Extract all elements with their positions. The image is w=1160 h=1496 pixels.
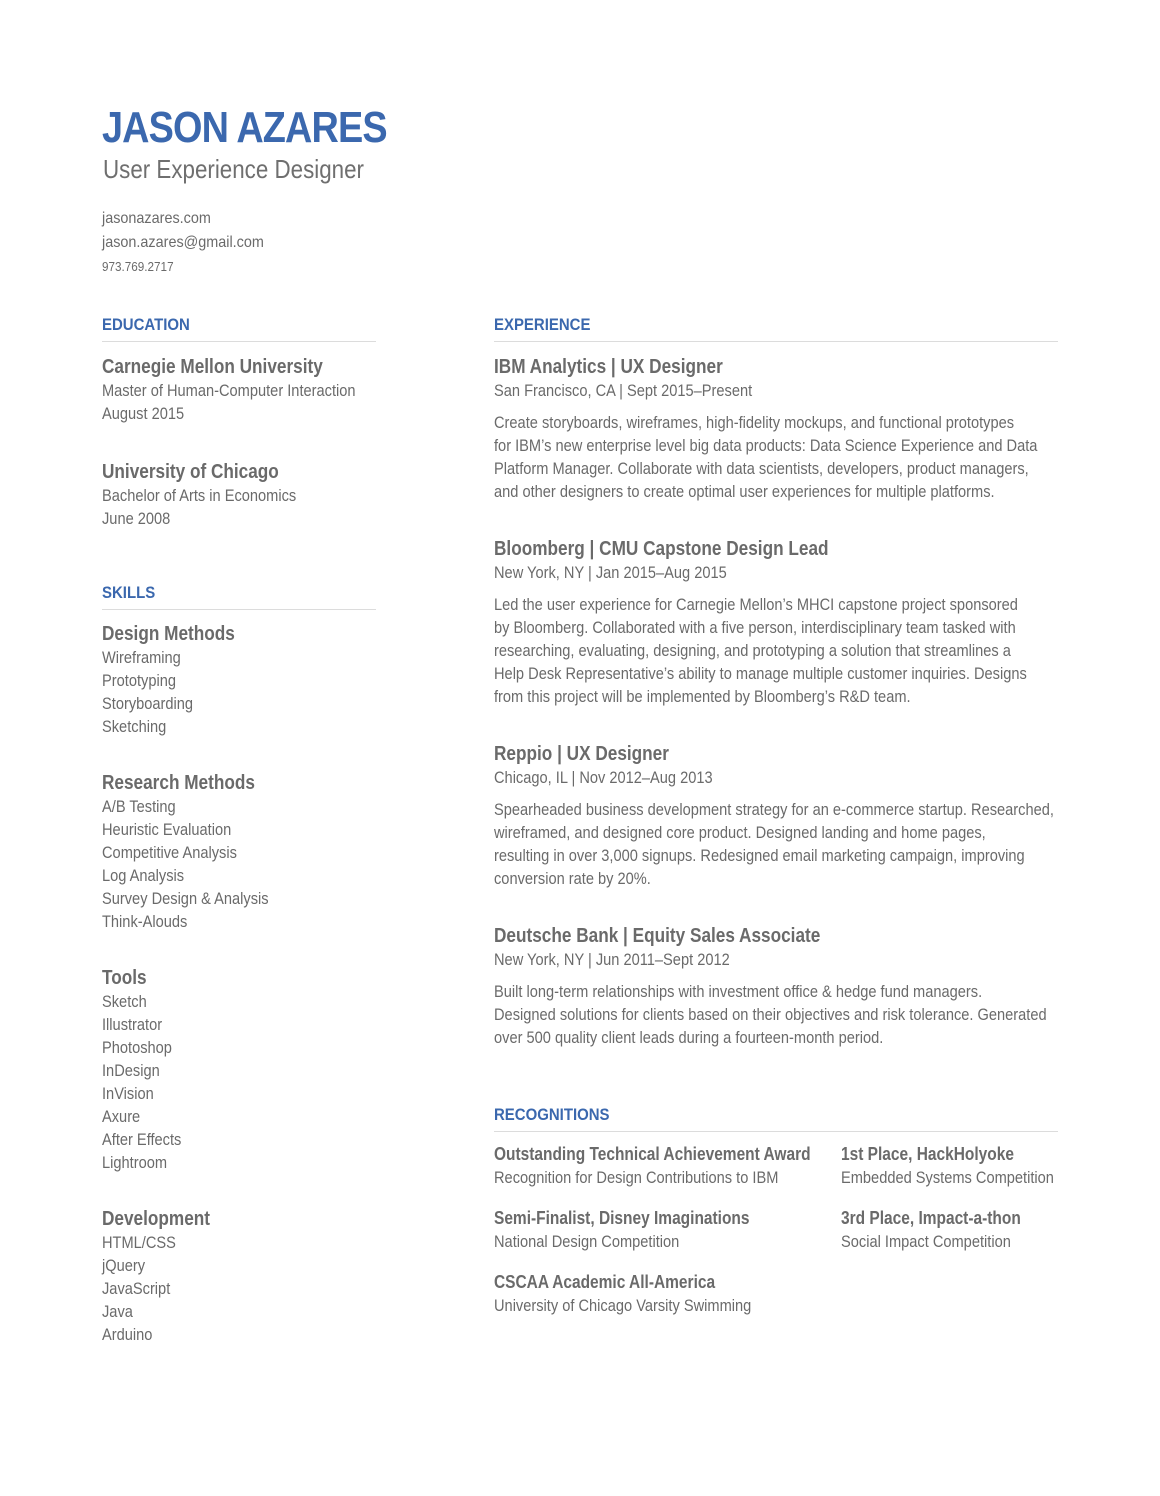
skill-item: Log Analysis <box>102 866 185 885</box>
phone-number: 973.769.2717 <box>102 259 174 274</box>
job-description <box>494 411 1058 503</box>
education-item <box>102 355 376 425</box>
skill-item: Wireframing <box>102 648 181 667</box>
description-line: over 500 quality client leads during a fourteen-month period. <box>494 1028 884 1047</box>
recognition-item <box>494 1270 793 1317</box>
website-link[interactable]: jasonazares.com <box>102 210 211 227</box>
skill-item: InDesign <box>102 1061 160 1080</box>
graduation-date: August 2015 <box>102 404 185 423</box>
recognition-subtitle: University of Chicago Varsity Swimming <box>494 1296 752 1315</box>
skill-item: InVision <box>102 1084 154 1103</box>
recognition-title: Outstanding Technical Achievement Award <box>494 1144 811 1164</box>
recognition-title: Semi-Finalist, Disney Imaginations <box>494 1208 750 1228</box>
job-entry <box>494 355 1058 503</box>
recognitions-section <box>494 1104 1058 1342</box>
section-divider <box>494 1131 1058 1132</box>
job-meta: New York, NY | Jun 2011–Sept 2012 <box>494 950 730 969</box>
recognition-subtitle: Social Impact Competition <box>841 1232 1011 1251</box>
recognition-subtitle: Recognition for Design Contributions to IBM <box>494 1168 779 1187</box>
skills-section <box>102 582 376 1346</box>
description-line: resulting in over 3,000 signups. Redesigned email marketing campaign, improving <box>494 846 1025 865</box>
section-title-skills: SKILLS <box>102 583 156 602</box>
recognition-item <box>841 1142 1089 1189</box>
recognition-subtitle: National Design Competition <box>494 1232 680 1251</box>
skill-item: JavaScript <box>102 1279 171 1298</box>
job-entry <box>494 924 1058 1049</box>
job-meta: New York, NY | Jan 2015–Aug 2015 <box>494 563 727 582</box>
skill-item: Photoshop <box>102 1038 172 1057</box>
description-line: for IBM’s new enterprise level big data products: Data Science Experience and Data <box>494 436 1038 455</box>
section-title-education: EDUCATION <box>102 315 190 334</box>
skill-item: Java <box>102 1302 133 1321</box>
recognition-item <box>494 1142 862 1189</box>
job-meta: Chicago, IL | Nov 2012–Aug 2013 <box>494 768 713 787</box>
skill-item: A/B Testing <box>102 797 176 816</box>
description-line: and other designers to create optimal user experiences for multiple platforms. <box>494 482 995 501</box>
recognition-item <box>494 1206 791 1253</box>
skill-group-development <box>102 1207 376 1346</box>
section-title-recognitions: RECOGNITIONS <box>494 1105 610 1124</box>
job-meta: San Francisco, CA | Sept 2015–Present <box>494 381 753 400</box>
skill-group-tools <box>102 966 376 1174</box>
skill-item: Competitive Analysis <box>102 843 237 862</box>
description-line: Platform Manager. Collaborate with data scientists, developers, product managers, <box>494 459 1029 478</box>
section-title-experience: EXPERIENCE <box>494 315 591 334</box>
description-line: researching, evaluating, designing, and prototyping a solution that streamlines a <box>494 641 1011 660</box>
skill-item: Illustrator <box>102 1015 163 1034</box>
job-description <box>494 798 1058 890</box>
education-item <box>102 460 376 530</box>
skill-item: Think-Alouds <box>102 912 188 931</box>
description-line: Led the user experience for Carnegie Mellon’s MHCI capstone project sponsored <box>494 595 1018 614</box>
education-section <box>102 314 376 530</box>
description-line: Help Desk Representative’s ability to manage multiple customer inquiries. Designs <box>494 664 1027 683</box>
skill-item: Survey Design & Analysis <box>102 889 269 908</box>
job-entry <box>494 742 1058 890</box>
recognition-title: 1st Place, HackHolyoke <box>841 1144 1014 1164</box>
recognition-title: CSCAA Academic All-America <box>494 1272 716 1292</box>
recognition-subtitle: Embedded Systems Competition <box>841 1168 1054 1187</box>
skill-group-title: Design Methods <box>102 623 235 645</box>
skill-item: Sketching <box>102 717 167 736</box>
section-divider <box>494 341 1058 342</box>
skill-item: jQuery <box>102 1256 146 1275</box>
degree: Master of Human-Computer Interaction <box>102 381 356 400</box>
experience-section <box>494 314 1058 1049</box>
skill-item: After Effects <box>102 1130 182 1149</box>
job-heading: IBM Analytics | UX Designer <box>494 356 723 378</box>
description-line: Create storyboards, wireframes, high-fidelity mockups, and functional prototypes <box>494 413 1015 432</box>
recognition-title: 3rd Place, Impact-a-thon <box>841 1208 1021 1228</box>
skill-item: Axure <box>102 1107 141 1126</box>
description-line: Built long-term relationships with investment office & hedge fund managers. <box>494 982 983 1001</box>
contact-block <box>102 207 282 279</box>
skill-item: HTML/CSS <box>102 1233 176 1252</box>
description-line: by Bloomberg. Collaborated with a five person, interdisciplinary team tasked with <box>494 618 1016 637</box>
job-description <box>494 593 1058 708</box>
skill-item: Sketch <box>102 992 147 1011</box>
description-line: from this project will be implemented by Bloomberg’s R&D team. <box>494 687 911 706</box>
skill-group-design-methods <box>102 622 376 738</box>
description-line: Designed solutions for clients based on their objectives and risk tolerance. Generated <box>494 1005 1047 1024</box>
job-heading: Reppio | UX Designer <box>494 743 669 765</box>
graduation-date: June 2008 <box>102 509 171 528</box>
description-line: conversion rate by 20%. <box>494 869 651 888</box>
skill-item: Arduino <box>102 1325 153 1344</box>
skill-group-title: Tools <box>102 967 147 989</box>
job-entry <box>494 537 1058 708</box>
description-line: wireframed, and designed core product. Designed landing and home pages, <box>494 823 986 842</box>
skill-group-research-methods <box>102 771 376 933</box>
job-heading: Deutsche Bank | Equity Sales Associate <box>494 925 821 947</box>
skill-item: Prototyping <box>102 671 176 690</box>
skill-group-title: Development <box>102 1208 211 1230</box>
email-link[interactable]: jason.azares@gmail.com <box>102 234 264 251</box>
school-name: University of Chicago <box>102 461 279 483</box>
job-heading: Bloomberg | CMU Capstone Design Lead <box>494 538 829 560</box>
candidate-name: JASON AZARES <box>102 103 387 152</box>
skill-group-title: Research Methods <box>102 772 255 794</box>
description-line: Spearheaded business development strategy for an e-commerce startup. Researched, <box>494 800 1054 819</box>
skill-item: Heuristic Evaluation <box>102 820 232 839</box>
section-divider <box>102 609 376 610</box>
skill-item: Storyboarding <box>102 694 194 713</box>
skill-item: Lightroom <box>102 1153 168 1172</box>
school-name: Carnegie Mellon University <box>102 356 323 378</box>
degree: Bachelor of Arts in Economics <box>102 486 297 505</box>
job-description <box>494 980 1058 1049</box>
recognition-item <box>841 1206 1050 1253</box>
section-divider <box>102 341 376 342</box>
recognitions-grid <box>494 1142 1058 1342</box>
candidate-title: User Experience Designer <box>103 154 364 184</box>
